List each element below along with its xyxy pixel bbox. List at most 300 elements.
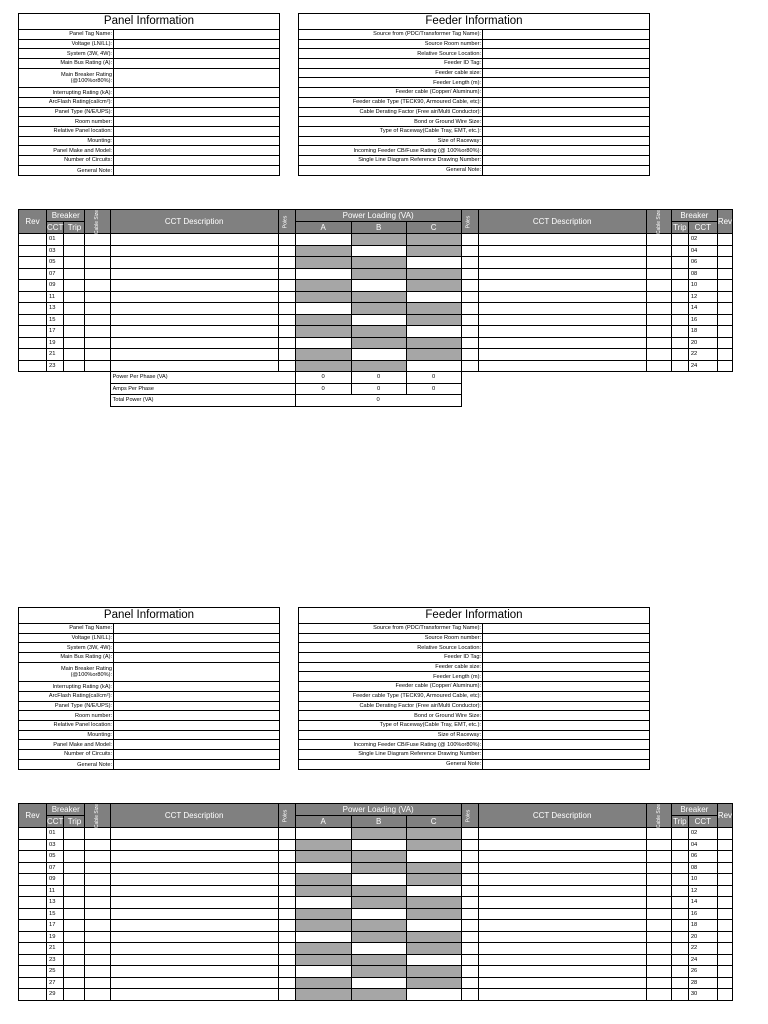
feeder-information (298, 13, 650, 176)
panel-info-row (19, 59, 279, 69)
cct-number: 19 (47, 337, 64, 349)
totals-value: 0 (406, 383, 461, 395)
feeder-info-row (299, 127, 649, 137)
phase-b-load-cell (351, 885, 406, 897)
cct-number: 18 (688, 326, 717, 338)
feeder-info-row (299, 643, 649, 653)
feeder-field-label: General Note: (299, 166, 483, 176)
rev-cell (717, 257, 732, 269)
rev-cell (19, 966, 47, 978)
trip-cell (64, 966, 85, 978)
power-loading-header: Power Loading (VA) (295, 210, 461, 222)
cct-number: 14 (688, 897, 717, 909)
cct-description-cell (478, 280, 646, 292)
feeder-info-row (299, 702, 649, 712)
feeder-field-value (483, 30, 649, 39)
panel-field-value (114, 137, 279, 146)
poles-cell (278, 885, 295, 897)
poles-cell (461, 920, 478, 932)
panel-field-value (114, 59, 279, 68)
circuit-row (19, 337, 733, 349)
panel-field-label: Main Breaker Rating (@100%or80%): (19, 663, 114, 682)
cct-number: 03 (47, 245, 64, 257)
panel-info-row (19, 682, 279, 692)
panel-info-row (19, 740, 279, 750)
panel-info-row (19, 166, 279, 176)
cct-number: 18 (688, 920, 717, 932)
panel-field-value (114, 127, 279, 136)
panel-info-row (19, 711, 279, 721)
phase-a-load-cell (295, 977, 351, 989)
cct-header: CCT (47, 222, 64, 232)
circuit-row (19, 954, 733, 966)
panel-field-value (114, 682, 279, 691)
circuit-row (19, 851, 733, 863)
panel-field-label: Voltage (LN/LL): (19, 40, 114, 49)
feeder-info-row (299, 78, 649, 88)
trip-cell (671, 897, 688, 909)
feeder-info-title: Feeder Information (299, 608, 649, 624)
feeder-info-row (299, 740, 649, 750)
totals-value: 0 (295, 383, 351, 395)
poles-cell (278, 303, 295, 315)
trip-cell (64, 897, 85, 909)
rev-cell (19, 280, 47, 292)
phase-b-load-cell (351, 349, 406, 361)
phase-c-load-cell (406, 257, 461, 269)
rev-cell (717, 954, 732, 966)
feeder-field-label: Source Room number: (299, 40, 483, 49)
cct-header: CCT (688, 222, 717, 234)
trip-cell (64, 977, 85, 989)
poles-cell (278, 245, 295, 257)
cct-description-cell (478, 885, 646, 897)
feeder-field-label: Source from (PDC/Transformer Tag Name): (299, 624, 483, 633)
phase-c-load-cell (406, 326, 461, 338)
cct-number: 22 (688, 349, 717, 361)
cct-number: 17 (47, 920, 64, 932)
phase-a-load-cell (295, 234, 351, 246)
trip-header: Trip (64, 816, 85, 828)
rev-cell (717, 862, 732, 874)
feeder-info-row (299, 760, 649, 770)
panel-field-value (114, 117, 279, 126)
cable-size-cell (646, 897, 671, 909)
rev-cell (19, 828, 47, 840)
cable-size-cell (646, 977, 671, 989)
rev-cell (19, 977, 47, 989)
poles-cell (461, 303, 478, 315)
trip-cell (64, 303, 85, 315)
panel-info-row (19, 692, 279, 702)
panel-field-value (114, 69, 279, 88)
feeder-field-value (483, 98, 649, 107)
cable-size-cell (85, 862, 110, 874)
cct-description-cell (110, 851, 278, 863)
feeder-field-label: Feeder ID Tag: (299, 653, 483, 662)
poles-cell (278, 828, 295, 840)
cable-size-cell (646, 291, 671, 303)
cable-size-label: Cable Size (655, 209, 662, 234)
feeder-info-row (299, 624, 649, 634)
rev-cell (717, 977, 732, 989)
phase-c-load-cell (406, 851, 461, 863)
cable-size-cell (646, 885, 671, 897)
cct-description-cell (110, 874, 278, 886)
trip-cell (64, 920, 85, 932)
phase-a-header: A (295, 816, 351, 828)
panel-field-label: Relative Panel location: (19, 127, 114, 136)
trip-cell (64, 245, 85, 257)
panel-field-label: Mounting: (19, 731, 114, 740)
cct-description-cell (478, 349, 646, 361)
phase-a-header: A (295, 222, 351, 234)
feeder-info-row (299, 721, 649, 731)
panel-field-label: Panel Make and Model: (19, 146, 114, 155)
cct-number: 27 (47, 977, 64, 989)
trip-cell (64, 349, 85, 361)
cct-description-cell (110, 268, 278, 280)
feeder-field-label: General Note: (299, 760, 483, 770)
cct-number: 05 (47, 257, 64, 269)
circuit-row (19, 839, 733, 851)
cct-number: 20 (688, 931, 717, 943)
cct-description-cell (110, 954, 278, 966)
cct-number: 22 (688, 943, 717, 955)
rev-cell (717, 337, 732, 349)
phase-b-load-cell (351, 360, 406, 372)
rev-cell (717, 314, 732, 326)
rev-cell (19, 839, 47, 851)
cct-number: 23 (47, 360, 64, 372)
feeder-field-value (483, 760, 649, 770)
panel-field-value (114, 624, 279, 633)
total-power-value: 0 (295, 395, 461, 407)
circuit-row (19, 897, 733, 909)
poles-cell (278, 862, 295, 874)
cct-description-cell (478, 966, 646, 978)
feeder-field-value (483, 78, 649, 87)
rev-cell (19, 337, 47, 349)
rev-cell (19, 885, 47, 897)
trip-cell (64, 268, 85, 280)
trip-cell (671, 314, 688, 326)
cct-description-cell (478, 314, 646, 326)
circuit-row (19, 966, 733, 978)
cable-size-cell (646, 349, 671, 361)
cct-description-cell (110, 989, 278, 1001)
panel-info-row (19, 634, 279, 644)
poles-label: Poles (464, 215, 471, 228)
rev-cell (717, 268, 732, 280)
phase-b-load-cell (351, 851, 406, 863)
phase-c-load-cell (406, 885, 461, 897)
feeder-info-row (299, 98, 649, 108)
panel-field-label: Room number: (19, 117, 114, 126)
power-loading-header: Power Loading (VA) (295, 804, 461, 816)
trip-cell (671, 326, 688, 338)
total-power-row (19, 395, 733, 407)
cable-size-header (85, 804, 110, 828)
poles-cell (278, 234, 295, 246)
trip-cell (671, 828, 688, 840)
panel-info-row (19, 30, 279, 40)
rev-cell (19, 245, 47, 257)
cct-description-cell (478, 874, 646, 886)
feeder-field-value (483, 653, 649, 662)
cable-size-cell (85, 989, 110, 1001)
trip-header: Trip (673, 222, 687, 232)
panel-field-value (114, 98, 279, 107)
cct-description-cell (110, 360, 278, 372)
panel-field-value (114, 663, 279, 682)
poles-cell (461, 851, 478, 863)
feeder-info-row (299, 69, 649, 79)
totals-value: 0 (406, 372, 461, 384)
feeder-field-label: Feeder cable (Copper/ Aluminum): (299, 682, 483, 691)
panel-field-label: Panel Type (N/E/UPS): (19, 108, 114, 117)
circuit-row (19, 303, 733, 315)
phase-b-header: B (351, 222, 406, 234)
panel-field-label: Interrupting Rating (kA): (19, 88, 114, 97)
trip-cell (671, 245, 688, 257)
phase-c-load-cell (406, 360, 461, 372)
phase-b-load-cell (351, 862, 406, 874)
feeder-info-row (299, 653, 649, 663)
poles-cell (461, 349, 478, 361)
feeder-field-value (483, 750, 649, 759)
poles-cell (278, 851, 295, 863)
trip-cell (671, 303, 688, 315)
cct-description-cell (110, 977, 278, 989)
poles-header (461, 804, 478, 828)
phase-b-load-cell (351, 931, 406, 943)
feeder-field-value (483, 634, 649, 643)
trip-cell (64, 954, 85, 966)
cable-size-label: Cable Size (655, 803, 662, 828)
feeder-info-rows (299, 30, 649, 175)
phase-c-load-cell (406, 268, 461, 280)
phase-a-load-cell (295, 326, 351, 338)
poles-cell (461, 943, 478, 955)
blank (461, 372, 717, 384)
panel-info-row (19, 760, 279, 770)
phase-c-load-cell (406, 303, 461, 315)
feeder-field-value (483, 88, 649, 97)
phase-c-load-cell (406, 989, 461, 1001)
phase-a-load-cell (295, 349, 351, 361)
feeder-field-label: Type of Raceway(Cable Tray, EMT, etc.): (299, 721, 483, 730)
phase-c-load-cell (406, 897, 461, 909)
cct-description-cell (478, 931, 646, 943)
feeder-field-label: Cable Derating Factor (Free air/Multi Conductor): (299, 702, 483, 711)
phase-c-load-cell (406, 839, 461, 851)
cct-number: 12 (688, 291, 717, 303)
panel-field-label: Relative Panel location: (19, 721, 114, 730)
cct-description-cell (110, 920, 278, 932)
cct-description-cell (110, 234, 278, 246)
cct-description-cell (478, 839, 646, 851)
panel-field-value (114, 702, 279, 711)
phase-a-load-cell (295, 885, 351, 897)
phase-b-load-cell (351, 337, 406, 349)
poles-cell (461, 234, 478, 246)
power-per-phase-row (19, 372, 733, 384)
blank (461, 383, 717, 395)
poles-cell (461, 989, 478, 1001)
trip-cell (671, 268, 688, 280)
panel-field-value (114, 760, 279, 770)
rev-cell (717, 839, 732, 851)
cct-number: 05 (47, 851, 64, 863)
cable-size-cell (646, 908, 671, 920)
cable-size-header (646, 210, 671, 234)
cct-number: 09 (47, 280, 64, 292)
phase-a-load-cell (295, 874, 351, 886)
feeder-field-label: Feeder cable size: (299, 69, 483, 78)
feeder-field-value (483, 643, 649, 652)
cct-description-cell (478, 268, 646, 280)
poles-cell (278, 966, 295, 978)
cct-description-cell (110, 280, 278, 292)
trip-cell (64, 885, 85, 897)
panel-field-label: ArcFlash Rating(cal/cm²): (19, 98, 114, 107)
cct-number: 15 (47, 908, 64, 920)
rev-cell (717, 360, 732, 372)
panel-field-value (114, 643, 279, 652)
feeder-info-row (299, 711, 649, 721)
poles-cell (461, 908, 478, 920)
panel-field-value (114, 721, 279, 730)
totals-label: Power Per Phase (VA) (110, 372, 295, 384)
rev-cell (19, 257, 47, 269)
poles-header (461, 210, 478, 234)
circuit-row (19, 280, 733, 292)
poles-cell (278, 954, 295, 966)
feeder-field-label: Cable Derating Factor (Free air/Multi Conductor): (299, 108, 483, 117)
blank (19, 383, 111, 395)
panel-info-rows (19, 30, 279, 175)
schedule-header-row (19, 210, 733, 222)
poles-cell (278, 874, 295, 886)
phase-c-load-cell (406, 966, 461, 978)
cable-size-cell (646, 337, 671, 349)
cable-size-cell (85, 280, 110, 292)
cable-size-cell (85, 839, 110, 851)
panel-info-row (19, 137, 279, 147)
rev-cell (19, 897, 47, 909)
phase-c-load-cell (406, 931, 461, 943)
phase-a-load-cell (295, 268, 351, 280)
trip-cell (64, 360, 85, 372)
cct-number: 10 (688, 280, 717, 292)
poles-header (278, 210, 295, 234)
rev-header: Rev (19, 804, 47, 828)
rev-cell (717, 897, 732, 909)
panel-info-row (19, 49, 279, 59)
cct-description-cell (110, 908, 278, 920)
phase-a-load-cell (295, 291, 351, 303)
poles-cell (278, 931, 295, 943)
phase-c-header: C (406, 222, 461, 234)
rev-cell (717, 966, 732, 978)
feeder-info-row (299, 672, 649, 682)
cable-size-cell (646, 931, 671, 943)
poles-cell (278, 839, 295, 851)
rev-cell (717, 349, 732, 361)
feeder-info-row (299, 108, 649, 118)
trip-cell (64, 839, 85, 851)
rev-cell (19, 326, 47, 338)
phase-c-load-cell (406, 943, 461, 955)
rev-cell (19, 360, 47, 372)
blank (461, 395, 717, 407)
rev-cell (19, 943, 47, 955)
cct-description-cell (110, 245, 278, 257)
circuit-row (19, 874, 733, 886)
trip-cell (671, 885, 688, 897)
phase-c-header: C (406, 816, 461, 828)
cct-number: 24 (688, 360, 717, 372)
trip-cell (64, 828, 85, 840)
cct-number: 02 (688, 234, 717, 246)
feeder-field-value (483, 702, 649, 711)
rev-cell (19, 303, 47, 315)
cct-number: 21 (47, 349, 64, 361)
cct-number: 28 (688, 977, 717, 989)
totals-label: Amps Per Phase (110, 383, 295, 395)
phase-b-load-cell (351, 234, 406, 246)
schedule-header-row (19, 804, 733, 816)
trip-header: Trip (64, 222, 85, 234)
trip-cell (64, 291, 85, 303)
poles-cell (278, 257, 295, 269)
panel-field-value (114, 740, 279, 749)
phase-c-load-cell (406, 234, 461, 246)
phase-c-load-cell (406, 245, 461, 257)
feeder-field-value (483, 146, 649, 155)
trip-cell (64, 943, 85, 955)
poles-cell (461, 280, 478, 292)
poles-cell (278, 977, 295, 989)
feeder-information (298, 607, 650, 770)
feeder-info-row (299, 750, 649, 760)
phase-c-load-cell (406, 280, 461, 292)
cable-size-cell (85, 303, 110, 315)
panel-info-title: Panel Information (19, 608, 279, 624)
circuit-row (19, 349, 733, 361)
cable-size-cell (85, 268, 110, 280)
circuit-row (19, 234, 733, 246)
cable-size-cell (646, 314, 671, 326)
feeder-field-label: Source from (PDC/Transformer Tag Name): (299, 30, 483, 39)
cable-size-label: Cable Size (94, 803, 101, 828)
trip-cell (671, 931, 688, 943)
feeder-info-row (299, 634, 649, 644)
poles-cell (461, 874, 478, 886)
feeder-field-label: Single Line Diagram Reference Drawing Number: (299, 750, 483, 759)
circuit-row (19, 943, 733, 955)
poles-cell (461, 839, 478, 851)
phase-a-load-cell (295, 280, 351, 292)
circuit-row (19, 977, 733, 989)
rev-cell (19, 874, 47, 886)
panel-field-value (114, 156, 279, 165)
poles-cell (278, 920, 295, 932)
panel-field-label: ArcFlash Rating(cal/cm²): (19, 692, 114, 701)
cct-number: 08 (688, 862, 717, 874)
cable-size-cell (85, 314, 110, 326)
